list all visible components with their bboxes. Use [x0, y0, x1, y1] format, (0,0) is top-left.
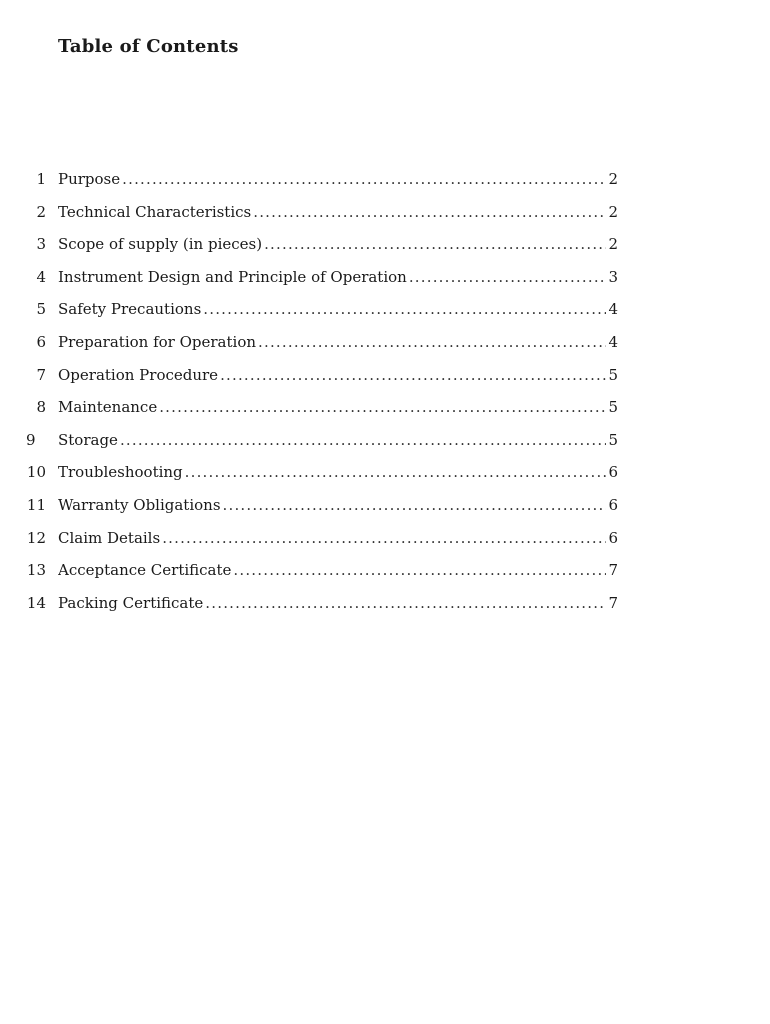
toc-entry-label: Claim Details — [58, 528, 161, 547]
toc-dot-leader — [203, 296, 606, 322]
toc-entry-number: 1 — [36, 170, 46, 188]
toc-entry-troubleshooting[interactable] — [0, 459, 770, 492]
toc-dot-leader — [185, 459, 607, 485]
toc-entry-page: 7 — [608, 561, 618, 580]
toc-entry-page: 6 — [608, 463, 618, 482]
toc-entry-page: 5 — [608, 398, 618, 417]
toc-entry-instrument-design[interactable] — [0, 264, 770, 297]
toc-entry-number: 7 — [36, 365, 46, 384]
toc-dot-leader — [233, 557, 606, 583]
toc-entry-page: 2 — [608, 235, 618, 254]
toc-entry-number: 8 — [36, 398, 46, 417]
toc-entry-line — [58, 329, 618, 355]
toc-entry-page: 4 — [608, 300, 618, 319]
toc-entry-label: Instrument Design and Principle of Operation — [58, 267, 407, 286]
toc-entry-line — [58, 166, 618, 192]
toc-entry-label: Operation Procedure — [58, 365, 219, 384]
toc-entry-page: 5 — [608, 365, 618, 384]
toc-entry-line — [58, 459, 618, 485]
toc-entry-line — [58, 427, 618, 453]
toc-entry-page: 6 — [608, 528, 618, 547]
toc-entry-number: 14 — [26, 593, 46, 612]
toc-entry-line — [58, 525, 618, 551]
toc-entry-label: Preparation for Operation — [58, 332, 257, 351]
toc-dot-leader — [220, 362, 606, 388]
toc-dot-leader — [159, 394, 606, 420]
toc-entry-page: 4 — [608, 332, 618, 351]
toc-entry-line — [58, 231, 618, 257]
toc-entry-packing-certificate[interactable] — [0, 590, 770, 623]
toc-entry-label: Troubleshooting — [58, 463, 183, 482]
toc-dot-leader — [264, 231, 606, 257]
toc-dot-leader — [258, 329, 606, 355]
toc-entry-scope-of-supply[interactable] — [0, 231, 770, 264]
toc-entry-preparation-for-operation[interactable] — [0, 329, 770, 362]
toc-entry-number: 11 — [26, 495, 46, 514]
table-of-contents — [0, 166, 770, 622]
toc-entry-page: 6 — [608, 495, 618, 514]
toc-entry-label: Safety Precautions — [58, 300, 202, 319]
toc-entry-acceptance-certificate[interactable] — [0, 557, 770, 590]
toc-entry-label: Storage — [58, 430, 118, 449]
toc-entry-label: Warranty Obligations — [58, 495, 221, 514]
toc-entry-maintenance[interactable] — [0, 394, 770, 427]
toc-entry-operation-procedure[interactable] — [0, 362, 770, 395]
toc-entry-number: 10 — [26, 463, 46, 482]
toc-entry-warranty-obligations[interactable] — [0, 492, 770, 525]
toc-entry-line — [58, 590, 618, 616]
toc-dot-leader — [122, 166, 606, 192]
toc-entry-label: Technical Characteristics — [58, 202, 252, 221]
toc-entry-page: 7 — [608, 593, 618, 612]
toc-entry-page: 2 — [608, 202, 618, 221]
toc-entry-number: 9 — [26, 430, 36, 449]
toc-entry-line — [58, 362, 618, 388]
toc-entry-technical-characteristics[interactable] — [0, 199, 770, 232]
toc-entry-number: 13 — [26, 561, 46, 580]
toc-entry-line — [58, 296, 618, 322]
toc-dot-leader — [120, 427, 607, 453]
toc-entry-line — [58, 492, 618, 518]
toc-entry-label: Acceptance Certificate — [58, 561, 232, 580]
toc-entry-label: Scope of supply (in pieces) — [58, 235, 263, 254]
toc-dot-leader — [253, 199, 606, 225]
toc-entry-number: 12 — [26, 528, 46, 547]
toc-entry-line — [58, 394, 618, 420]
page-title: Table of Contents — [58, 36, 239, 57]
toc-entry-label: Purpose — [58, 170, 121, 188]
toc-entry-label: Packing Certificate — [58, 593, 204, 612]
toc-entry-storage[interactable] — [0, 427, 770, 460]
toc-dot-leader — [409, 264, 607, 290]
toc-entry-number: 5 — [36, 300, 46, 319]
toc-entry-number: 4 — [36, 267, 46, 286]
toc-entry-page: 3 — [608, 267, 618, 286]
toc-entry-claim-details[interactable] — [0, 525, 770, 558]
toc-entry-purpose[interactable] — [0, 166, 770, 199]
toc-entry-line — [58, 557, 618, 583]
toc-entry-page: 2 — [608, 170, 618, 188]
toc-dot-leader — [223, 492, 607, 518]
toc-entry-number: 3 — [36, 235, 46, 254]
toc-entry-number: 2 — [36, 202, 46, 221]
toc-entry-line — [58, 264, 618, 290]
toc-dot-leader — [205, 590, 606, 616]
toc-entry-label: Maintenance — [58, 398, 158, 417]
toc-dot-leader — [162, 525, 606, 551]
toc-entry-line — [58, 199, 618, 225]
toc-entry-number: 6 — [36, 332, 46, 351]
toc-entry-page: 5 — [608, 430, 618, 449]
toc-entry-safety-precautions[interactable] — [0, 296, 770, 329]
